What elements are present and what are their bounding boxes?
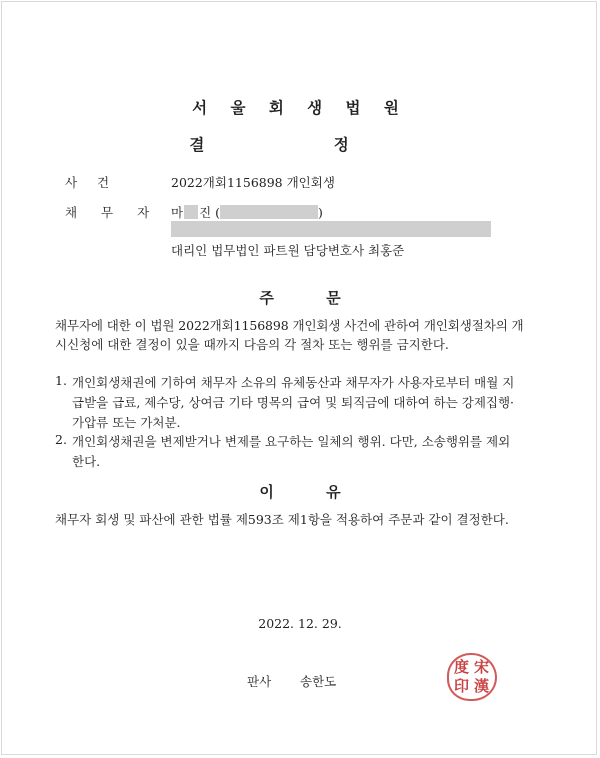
- document-type-text: 결 정: [189, 135, 411, 154]
- redacted-id: [220, 205, 318, 219]
- order-item-1-line1: 개인회생채권에 기하여 채무자 소유의 유체동산과 채무자가 사용자로부터 매월 지: [72, 375, 515, 390]
- order-item-1-number: 1.: [55, 373, 67, 388]
- order-item-1-line3: 가압류 또는 가처분.: [72, 415, 181, 430]
- case-label: 사 건: [65, 175, 118, 190]
- legal-agent: 대리인 법무법인 파트원 담당변호사 최홍준: [171, 243, 405, 258]
- order-item-2-line2: 한다.: [72, 454, 101, 469]
- case-number: 2022개회1156898 개인회생: [171, 175, 335, 190]
- document-type: [0, 133, 600, 155]
- seal-char: 宋: [473, 658, 489, 676]
- order-item-2-line1: 개인회생채권을 변제받거나 변제를 요구하는 일체의 행위. 다만, 소송행위를 제외: [72, 434, 511, 449]
- order-intro-line1: 채무자에 대한 이 법원 2022개회1156898 개인회생 사건에 관하여 개인회생절차의 개: [55, 318, 524, 333]
- seal-char: 度: [454, 658, 470, 676]
- redacted-name-char: [184, 205, 198, 219]
- reason-text: 채무자 회생 및 파산에 관한 법률 제593조 제1항을 적용하여 주문과 같이 결정한다.: [55, 512, 509, 527]
- judge-name: 송한도: [300, 674, 337, 689]
- order-item-1-line2: 급받을 급료, 제수당, 상여금 기타 명목의 급여 및 퇴직금에 대하여 하는 강제집행·: [72, 395, 515, 410]
- court-name: 서 울 회 생 법 원: [192, 98, 408, 117]
- order-item-2-number: 2.: [55, 432, 67, 447]
- seal-char: 漢: [473, 677, 489, 695]
- judge-title: 판사: [247, 674, 272, 689]
- judge-seal-stamp: [447, 653, 497, 701]
- debtor-name-suffix: ): [318, 205, 323, 220]
- debtor-name-mid: 진 (: [199, 205, 221, 220]
- debtor-name-prefix: 마: [171, 205, 184, 220]
- decision-date: 2022. 12. 29.: [258, 616, 342, 631]
- order-intro-line2: 시신청에 대한 결정이 있을 때까지 다음의 각 절차 또는 행위를 금지한다.: [55, 337, 449, 352]
- seal-char: 印: [454, 677, 470, 695]
- debtor-label: 채 무 자: [65, 205, 160, 220]
- debtor-name: [171, 203, 323, 221]
- order-heading: 주 문: [259, 289, 341, 307]
- redacted-address: [171, 221, 491, 237]
- reason-heading: 이 유: [259, 483, 341, 501]
